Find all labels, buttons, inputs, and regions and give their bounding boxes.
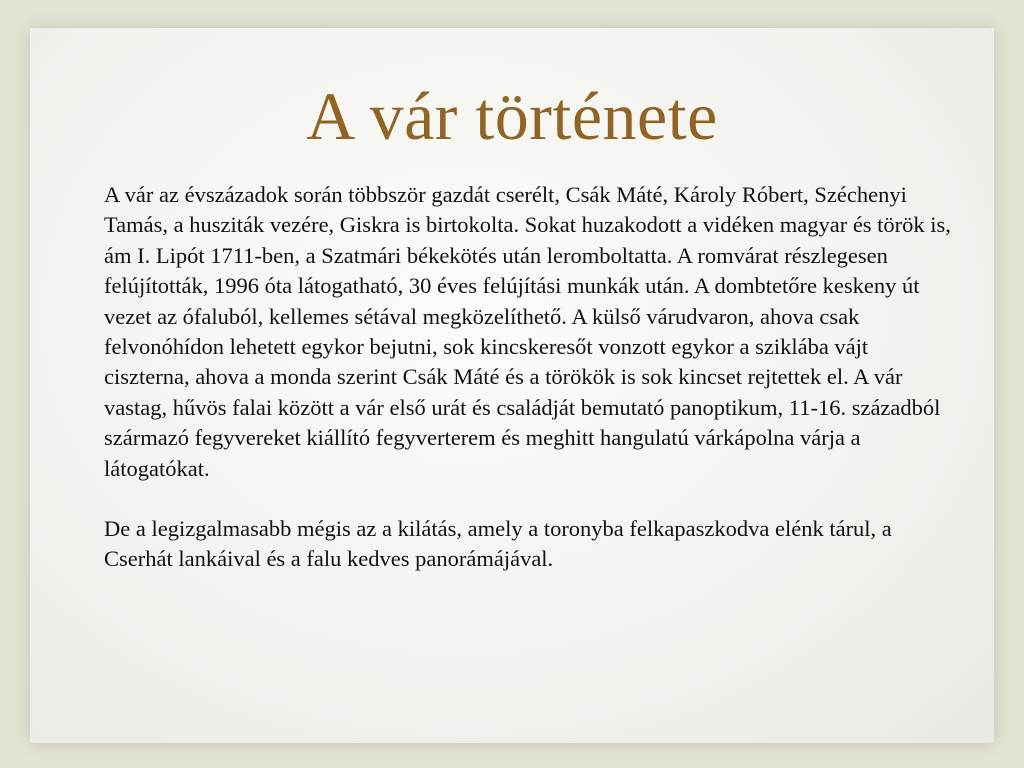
body-paragraph-2: De a legizgalmasabb mégis az a kilátás, amely a toronyba felkapaszkodva elénk tárul, a Cserhát lankáival és a falu kedves panorámájával. — [104, 516, 892, 572]
slide-title: A vár története — [306, 78, 718, 154]
slide-body — [104, 180, 954, 575]
body-paragraph-1: A vár az évszázadok során többször gazdát cserélt, Csák Máté, Károly Róbert, Széchenyi Tamás, a husziták vezére, Giskra is birtokolta. Sokat huzakodott a vidéken magyar és török is, ám I. Lipót 1711-ben, a Szatmári békekötés után leromboltatta. A romvárat részlegesen felújították, 1996 óta látogatható, 30 éves felújítási munkák után. A dombtetőre keskeny út vezet az ófaluból, kellemes sétával megközelíthető. A külső várudvaron, ahova csak felvonóhídon lehetett egykor bejutni, sok kincskeresőt vonzott egykor a sziklába vájt ciszterna, ahova a monda szerint Csák Máté és a törökök is sok kincset rejtettek el. A vár vastag, hűvös falai között a vár első urát és családját bemutató panoptikum, 11-16. századból származó fegyvereket kiállító fegyverterem és meghitt hangulatú várkápolna várja a látogatókat. — [104, 182, 951, 481]
